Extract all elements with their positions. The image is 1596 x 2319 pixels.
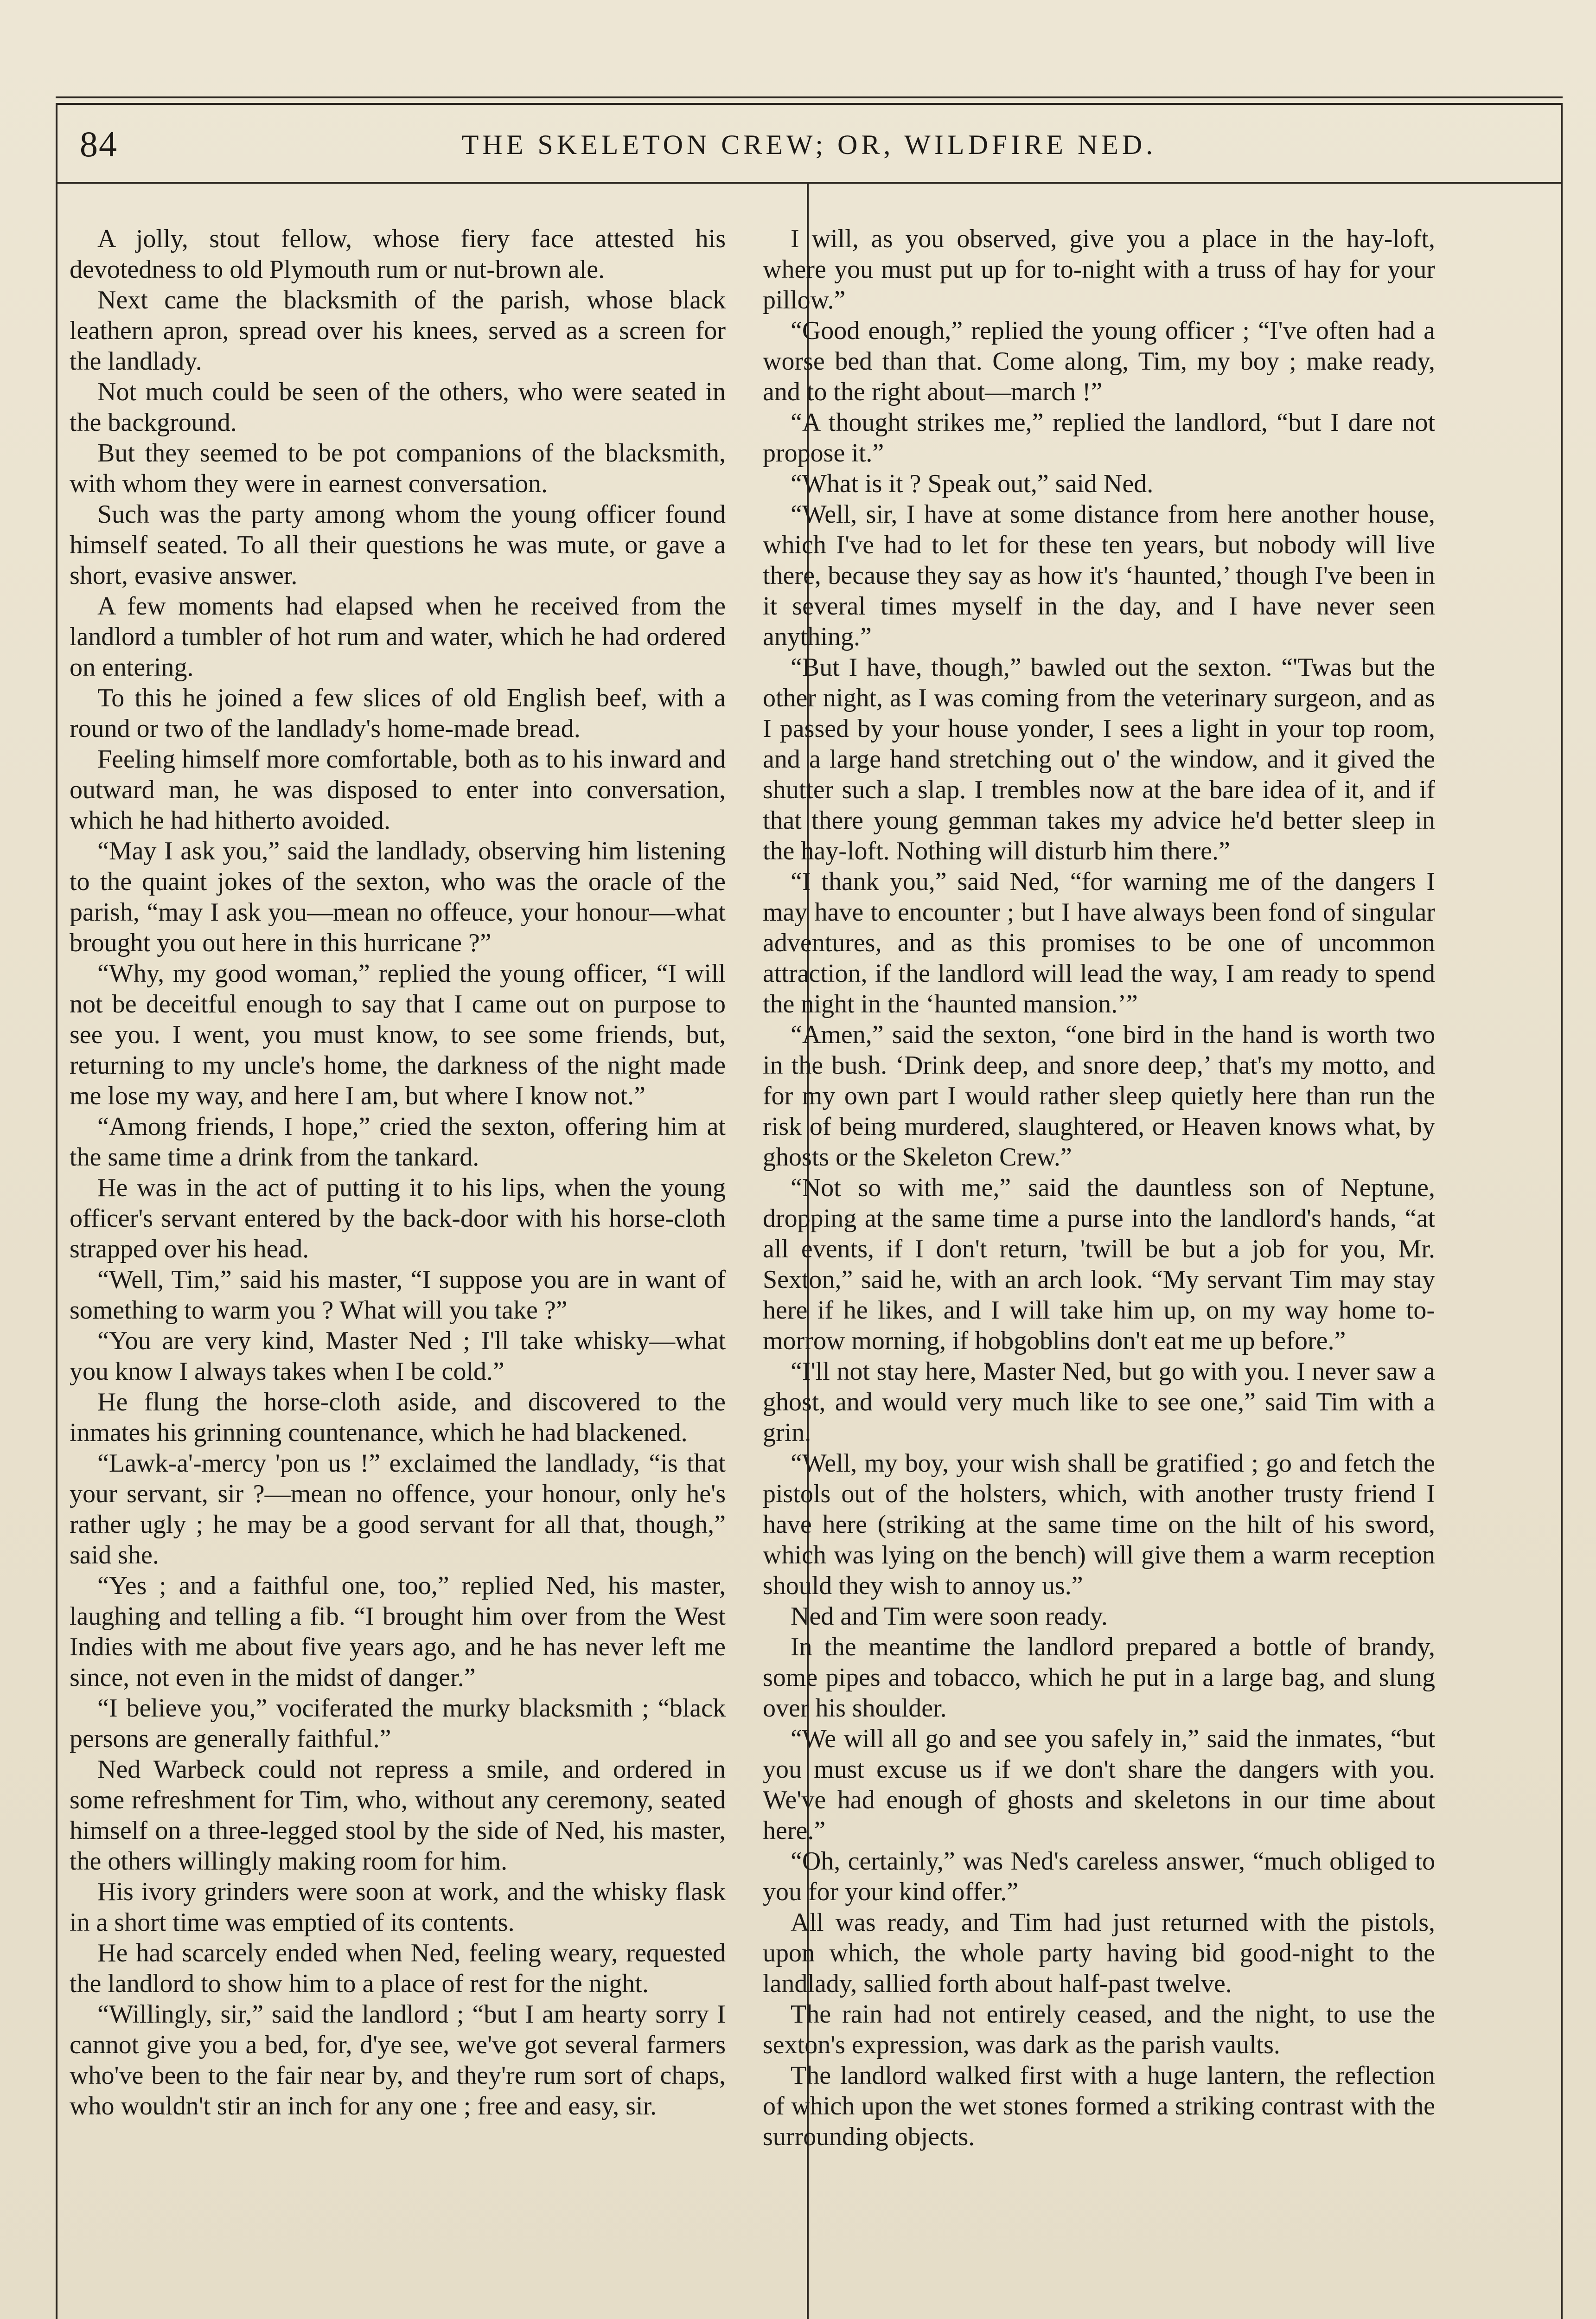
paragraph: Feeling himself more comfortable, both as to his inward and outward man, he was disposed to enter into conversation, which he had hitherto avoided. [70,745,726,835]
page-number: 84 [80,124,118,164]
right-column [763,224,1435,2319]
paragraph: “I believe you,” vociferated the murky blacksmith ; “black persons are generally faithful.” [70,1694,726,1753]
paragraph: In the meantime the landlord prepared a bottle of brandy, some pipes and tobacco, which he put in a large bag, and slung over his shoulder. [763,1633,1435,1723]
paragraph: “Well, sir, I have at some distance from here another house, which I've had to let for these ten years, but nobody will live there, because they say as how it's ‘haunted,’ though I've been in it several times myself in the day, and I have never seen anything.” [763,500,1435,651]
paragraph: Next came the blacksmith of the parish, whose black leathern apron, spread over his knees, served as a screen for the landlady. [70,286,726,376]
paragraph: The rain had not entirely ceased, and the night, to use the sexton's expression, was dark as the parish vaults. [763,2000,1435,2059]
paragraph: A jolly, stout fellow, whose fiery face attested his devotedness to old Plymouth rum or nut-brown ale. [70,224,726,284]
paragraph: “Good enough,” replied the young officer ; “I've often had a worse bed than that. Come along, Tim, my boy ; make ready, and to the right about—march !” [763,316,1435,406]
paragraph: “You are very kind, Master Ned ; I'll take whisky—what you know I always takes when I be cold.” [70,1326,726,1386]
paragraph: I will, as you observed, give you a place in the hay-loft, where you must put up for to-night with a truss of hay for your pillow.” [763,224,1435,314]
paragraph: Ned Warbeck could not repress a smile, and ordered in some refreshment for Tim, who, without any ceremony, seated himself on a three-legged stool by the side of Ned, his master, the others willingly making room for him. [70,1755,726,1876]
paragraph: He had scarcely ended when Ned, feeling weary, requested the landlord to show him to a place of rest for the night. [70,1939,726,1998]
paragraph: “I thank you,” said Ned, “for warning me of the dangers I may have to encounter ; but I have always been fond of singular adventures, and as this promises to be one of uncommon attraction, if the landlord will lead the way, I am ready to spend the night in the ‘haunted mansion.’” [763,867,1435,1019]
paragraph: “Among friends, I hope,” cried the sexton, offering him at the same time a drink from the tankard. [70,1112,726,1172]
paragraph: “We will all go and see you safely in,” said the inmates, “but you must excuse us if we don't share the dangers with you. We've had enough of ghosts and skeletons in our time about here.” [763,1724,1435,1845]
paragraph: “Willingly, sir,” said the landlord ; “but I am hearty sorry I cannot give you a bed, for, d'ye see, we've got several farmers who've been to the fair near by, and they're rum sort of chaps, who wouldn't stir an inch for any one ; free and easy, sir. [70,2000,726,2120]
left-column [70,224,726,2319]
paragraph: “Oh, certainly,” was Ned's careless answer, “much obliged to you for your kind offer.” [763,1847,1435,1906]
paragraph: “I'll not stay here, Master Ned, but go with you. I never saw a ghost, and would very much like to see one,” said Tim with a grin. [763,1357,1435,1447]
paragraph: “Not so with me,” said the dauntless son of Neptune, dropping at the same time a purse into the landlord's hands, “at all events, if I don't return, 'twill be but a job for you, Mr. Sexton,” said he, with an arch look. “My servant Tim may stay here if he likes, and I will take him up, on my way home to-morrow morning, if hobgoblins don't eat me up before.” [763,1173,1435,1355]
paragraph: A few moments had elapsed when he received from the landlord a tumbler of hot rum and water, which he had ordered on entering. [70,592,726,682]
paragraph: His ivory grinders were soon at work, and the whisky flask in a short time was emptied of its contents. [70,1877,726,1937]
paragraph: He was in the act of putting it to his lips, when the young officer's servant entered by the back-door with his horse-cloth strapped over his head. [70,1173,726,1263]
paragraph: “What is it ? Speak out,” said Ned. [791,469,1154,498]
paragraph: Such was the party among whom the young officer found himself seated. To all their questions he was mute, or gave a short, evasive answer. [70,500,726,590]
paragraph: Not much could be seen of the others, who were seated in the background. [70,378,726,437]
paragraph: The landlord walked first with a huge lantern, the reflection of which upon the wet stones formed a striking contrast with the surrounding objects. [763,2061,1435,2151]
paragraph: But they seemed to be pot companions of the blacksmith, with whom they were in earnest conversation. [70,439,726,498]
paragraph: All was ready, and Tim had just returned with the pistols, upon which, the whole party having bid good-night to the landlady, sallied forth about half-past twelve. [763,1908,1435,1998]
paragraph: To this he joined a few slices of old English beef, with a round or two of the landlady's home-made bread. [70,684,726,743]
page-header [57,105,1561,184]
paragraph: “Amen,” said the sexton, “one bird in the hand is worth two in the bush. ‘Drink deep, and snore deep,’ that's my motto, and for my own part I would rather sleep quietly here than run the risk of being murdered, slaughtered, or Heaven knows what, by ghosts or the Skeleton Crew.” [763,1020,1435,1172]
paragraph: “Well, Tim,” said his master, “I suppose you are in want of something to warm you ? What will you take ?” [70,1265,726,1325]
paragraph: He flung the horse-cloth aside, and discovered to the inmates his grinning countenance, which he had blackened. [70,1388,726,1447]
paragraph: “Well, my boy, your wish shall be gratified ; go and fetch the pistols out of the holsters, which, with another trusty friend I have here (striking at the same time on the hilt of his sword, which was lying on the bench) will give them a warm reception should they wish to annoy us.” [763,1449,1435,1600]
paragraph: “May I ask you,” said the landlady, observing him listening to the quaint jokes of the sexton, who was the oracle of the parish, “may I ask you—mean no offeuce, your honour—what brought you out here in this hurricane ?” [70,837,726,957]
paragraph: “Yes ; and a faithful one, too,” replied Ned, his master, laughing and telling a fib. “I brought him over from the West Indies with me about five years ago, and he has never left me since, not even in the midst of danger.” [70,1571,726,1692]
top-rule [56,96,1563,98]
paragraph: “Why, my good woman,” replied the young officer, “I will not be deceitful enough to say that I came out on purpose to see you. I went, you must know, to see some friends, but, returning to my uncle's home, the darkness of the night made me lose my way, and here I am, but where I know not.” [70,959,726,1110]
running-title: THE SKELETON CREW; OR, WILDFIRE NED. [461,129,1157,160]
paragraph: “Lawk-a'-mercy 'pon us !” exclaimed the landlady, “is that your servant, sir ?—mean no offence, your honour, only he's rather ugly ; he may be a good servant for all that, though,” said she. [70,1449,726,1569]
paragraph: “A thought strikes me,” replied the landlord, “but I dare not propose it.” [763,408,1435,468]
paragraph: “But I have, though,” bawled out the sexton. “'Twas but the other night, as I was coming from the veterinary surgeon, and as I passed by your house yonder, I sees a light in your top room, and a large hand stretching out o' the window, and it gived the shutter such a slap. I trembles now at the bare idea of it, and if that there young gemman takes my advice he'd better sleep in the hay-loft. Nothing will disturb him there.” [763,653,1435,865]
paragraph: Ned and Tim were soon ready. [791,1602,1108,1631]
